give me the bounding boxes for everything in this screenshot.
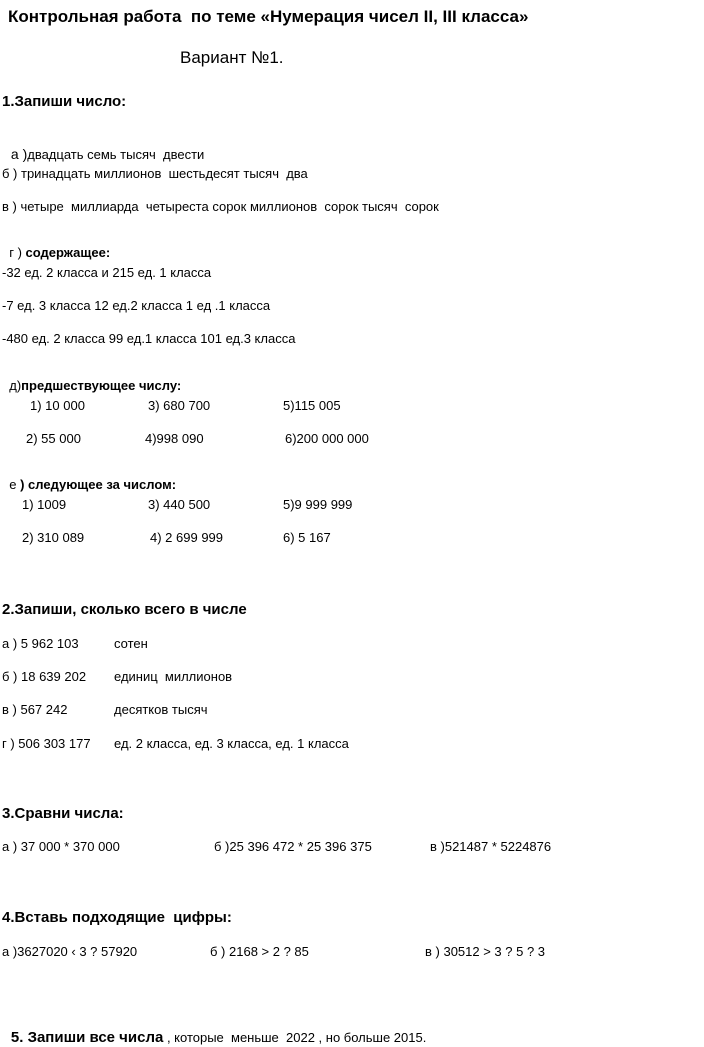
task1-item-a-text: двадцать семь тысяч двести: [27, 147, 205, 162]
task1-heading: 1.Запиши число:: [2, 93, 127, 110]
task1-d-number-2: 2) 55 000: [26, 431, 81, 446]
task2-row-g-number: г ) 506 303 177: [2, 736, 91, 751]
task5-text: , которые меньше 2022 , но больше 2015.: [163, 1030, 427, 1045]
task5-line: [2, 1014, 426, 1046]
task1-d-number-3: 3) 680 700: [148, 398, 211, 413]
task1-d-number-5: 5)115 005: [283, 398, 341, 413]
task1-e-number-6: 6) 5 167: [283, 530, 331, 545]
task1-d-number-6: 6)200 000 000: [285, 431, 369, 446]
task4-digits-a: а )3627020 ‹ 3 ? 57920: [2, 944, 138, 959]
task2-row-b-unit: единиц миллионов: [114, 669, 233, 684]
task2-row-v-unit: десятков тысяч: [114, 702, 208, 717]
task1-d-number-1: 1) 10 000: [30, 398, 85, 413]
task3-compare-b: б )25 396 472 * 25 396 375: [214, 839, 372, 854]
task1-e-number-3: 3) 440 500: [148, 497, 211, 512]
task1-item-e-text: ) следующее за числом:: [20, 477, 177, 492]
task1-item-e-label: е: [9, 477, 21, 492]
task1-e-number-5: 5)9 999 999: [283, 497, 353, 512]
variant-label: Вариант №1.: [180, 48, 284, 67]
task1-item-b: б ) тринадцать миллионов шестьдесят тысяч два: [2, 166, 308, 181]
task1-item-g: [2, 233, 110, 259]
task2-row-v-number: в ) 567 242: [2, 702, 68, 717]
task3-compare-v: в )521487 * 5224876: [430, 839, 552, 854]
task5-heading: 5. Запиши все числа: [10, 1029, 164, 1046]
task2-row-a-unit: сотен: [114, 636, 148, 651]
worksheet-title: Контрольная работа по теме «Нумерация чисел II, III класса»: [8, 7, 529, 26]
task1-item-a: [2, 131, 204, 163]
task1-d-number-4: 4)998 090: [145, 431, 204, 446]
task2-row-b-number: б ) 18 639 202: [2, 669, 87, 684]
task1-e-number-1: 1) 1009: [22, 497, 67, 512]
task1-g-line-1: -32 ед. 2 класса и 215 ед. 1 класса: [2, 265, 212, 280]
task1-e-number-4: 4) 2 699 999: [150, 530, 224, 545]
task1-g-line-2: -7 ед. 3 класса 12 ед.2 класса 1 ед .1 класса: [2, 298, 271, 313]
task1-g-line-3: -480 ед. 2 класса 99 ед.1 класса 101 ед.3 класса: [2, 331, 296, 346]
task1-item-d-label: д): [9, 378, 22, 393]
task1-item-g-label: г ): [9, 245, 26, 260]
task2-row-g-unit: ед. 2 класса, ед. 3 класса, ед. 1 класса: [114, 736, 349, 751]
task1-item-d-text: предшествующее числу:: [21, 378, 182, 393]
task1-item-v: в ) четыре миллиарда четыреста сорок миллионов сорок тысяч сорок: [2, 199, 439, 214]
task1-item-d: [2, 366, 181, 392]
task2-row-a-number: а ) 5 962 103: [2, 636, 79, 651]
task3-heading: 3.Сравни числа:: [2, 805, 124, 822]
task1-item-e: [2, 465, 176, 491]
task3-compare-a: а ) 37 000 * 370 000: [2, 839, 120, 854]
task4-digits-b: б ) 2168 > 2 ? 85: [210, 944, 309, 959]
task4-digits-v: в ) 30512 > 3 ? 5 ? 3: [425, 944, 546, 959]
task1-item-a-label: а ): [10, 146, 28, 162]
task2-heading: 2.Запиши, сколько всего в числе: [2, 601, 247, 618]
task1-e-number-2: 2) 310 089: [22, 530, 85, 545]
task1-item-g-text: содержащее:: [25, 245, 111, 260]
task4-heading: 4.Вставь подходящие цифры:: [2, 909, 232, 926]
